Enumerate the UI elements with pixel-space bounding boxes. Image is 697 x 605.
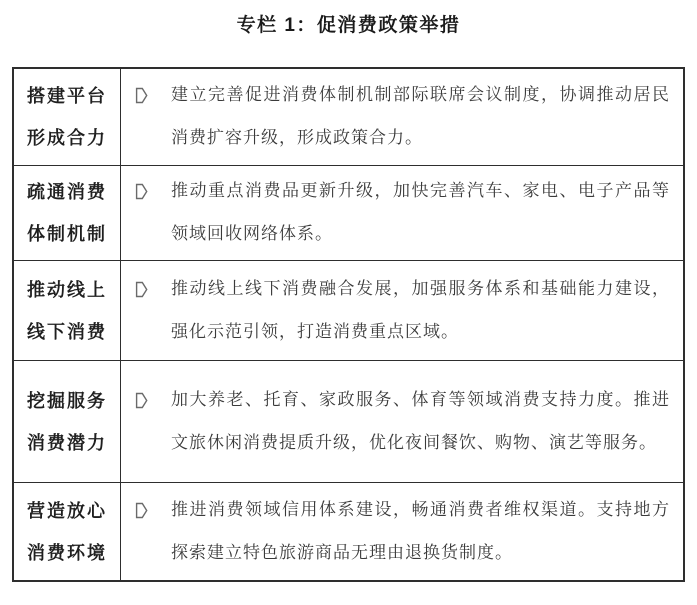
table-row bbox=[14, 360, 683, 482]
page-title: 专栏 1：促消费政策举措 bbox=[236, 15, 461, 36]
row-content-text: 加大养老、托育、家政服务、体育等领域消费支持力度。推进文旅休闲消费提质升级，优化夜间餐饮、购物、演艺等服务。 bbox=[171, 389, 670, 453]
row-label-cell bbox=[14, 261, 121, 360]
pentagon-arrow-icon bbox=[121, 268, 171, 311]
row-label-line-2: 线下消费 bbox=[27, 321, 107, 342]
row-label-cell bbox=[14, 361, 121, 482]
row-content-inner bbox=[121, 379, 683, 465]
row-content-cell bbox=[121, 166, 683, 260]
policy-table bbox=[12, 67, 685, 582]
row-content-text: 推动重点消费品更新升级，加快完善汽车、家电、电子产品等领域回收网络体系。 bbox=[171, 181, 670, 244]
pentagon-arrow-icon bbox=[121, 74, 171, 117]
row-label-line-1: 挖掘服务 bbox=[27, 390, 107, 411]
row-content-text: 推动线上线下消费融合发展，加强服务体系和基础能力建设，强化示范引领，打造消费重点区域。 bbox=[171, 278, 670, 342]
row-content-inner bbox=[121, 489, 683, 575]
row-label-line-1: 搭建平台 bbox=[27, 86, 107, 106]
row-content-cell bbox=[121, 261, 683, 360]
row-label-cell bbox=[14, 69, 121, 165]
row-content-inner bbox=[121, 74, 683, 160]
table-row bbox=[14, 482, 683, 580]
row-content-cell bbox=[121, 483, 683, 580]
pentagon-arrow-icon bbox=[121, 489, 171, 532]
row-content-text: 建立完善促进消费体制机制部际联席会议制度，协调推动居民消费扩容升级，形成政策合力。 bbox=[171, 85, 670, 148]
row-content-cell bbox=[121, 69, 683, 165]
row-label-line-2: 消费潜力 bbox=[27, 432, 107, 453]
row-label-line-2: 消费环境 bbox=[27, 542, 107, 563]
row-label-line-1: 推动线上 bbox=[27, 279, 107, 300]
row-content-inner bbox=[121, 268, 683, 354]
row-label-line-2: 形成合力 bbox=[27, 128, 107, 148]
row-content-text: 推进消费领域信用体系建设，畅通消费者维权渠道。支持地方探索建立特色旅游商品无理由退换货制度。 bbox=[171, 499, 670, 563]
row-label-cell bbox=[14, 483, 121, 580]
table-row bbox=[14, 165, 683, 260]
pentagon-arrow-icon bbox=[121, 379, 171, 422]
pentagon-arrow-icon bbox=[121, 170, 171, 213]
row-content-cell bbox=[121, 361, 683, 482]
row-content-inner bbox=[121, 170, 683, 256]
row-label-line-1: 营造放心 bbox=[27, 500, 107, 521]
row-label-cell bbox=[14, 166, 121, 260]
row-label-line-1: 疏通消费 bbox=[27, 182, 107, 202]
table-row bbox=[14, 260, 683, 360]
table-row bbox=[14, 69, 683, 165]
row-label-line-2: 体制机制 bbox=[27, 224, 107, 244]
